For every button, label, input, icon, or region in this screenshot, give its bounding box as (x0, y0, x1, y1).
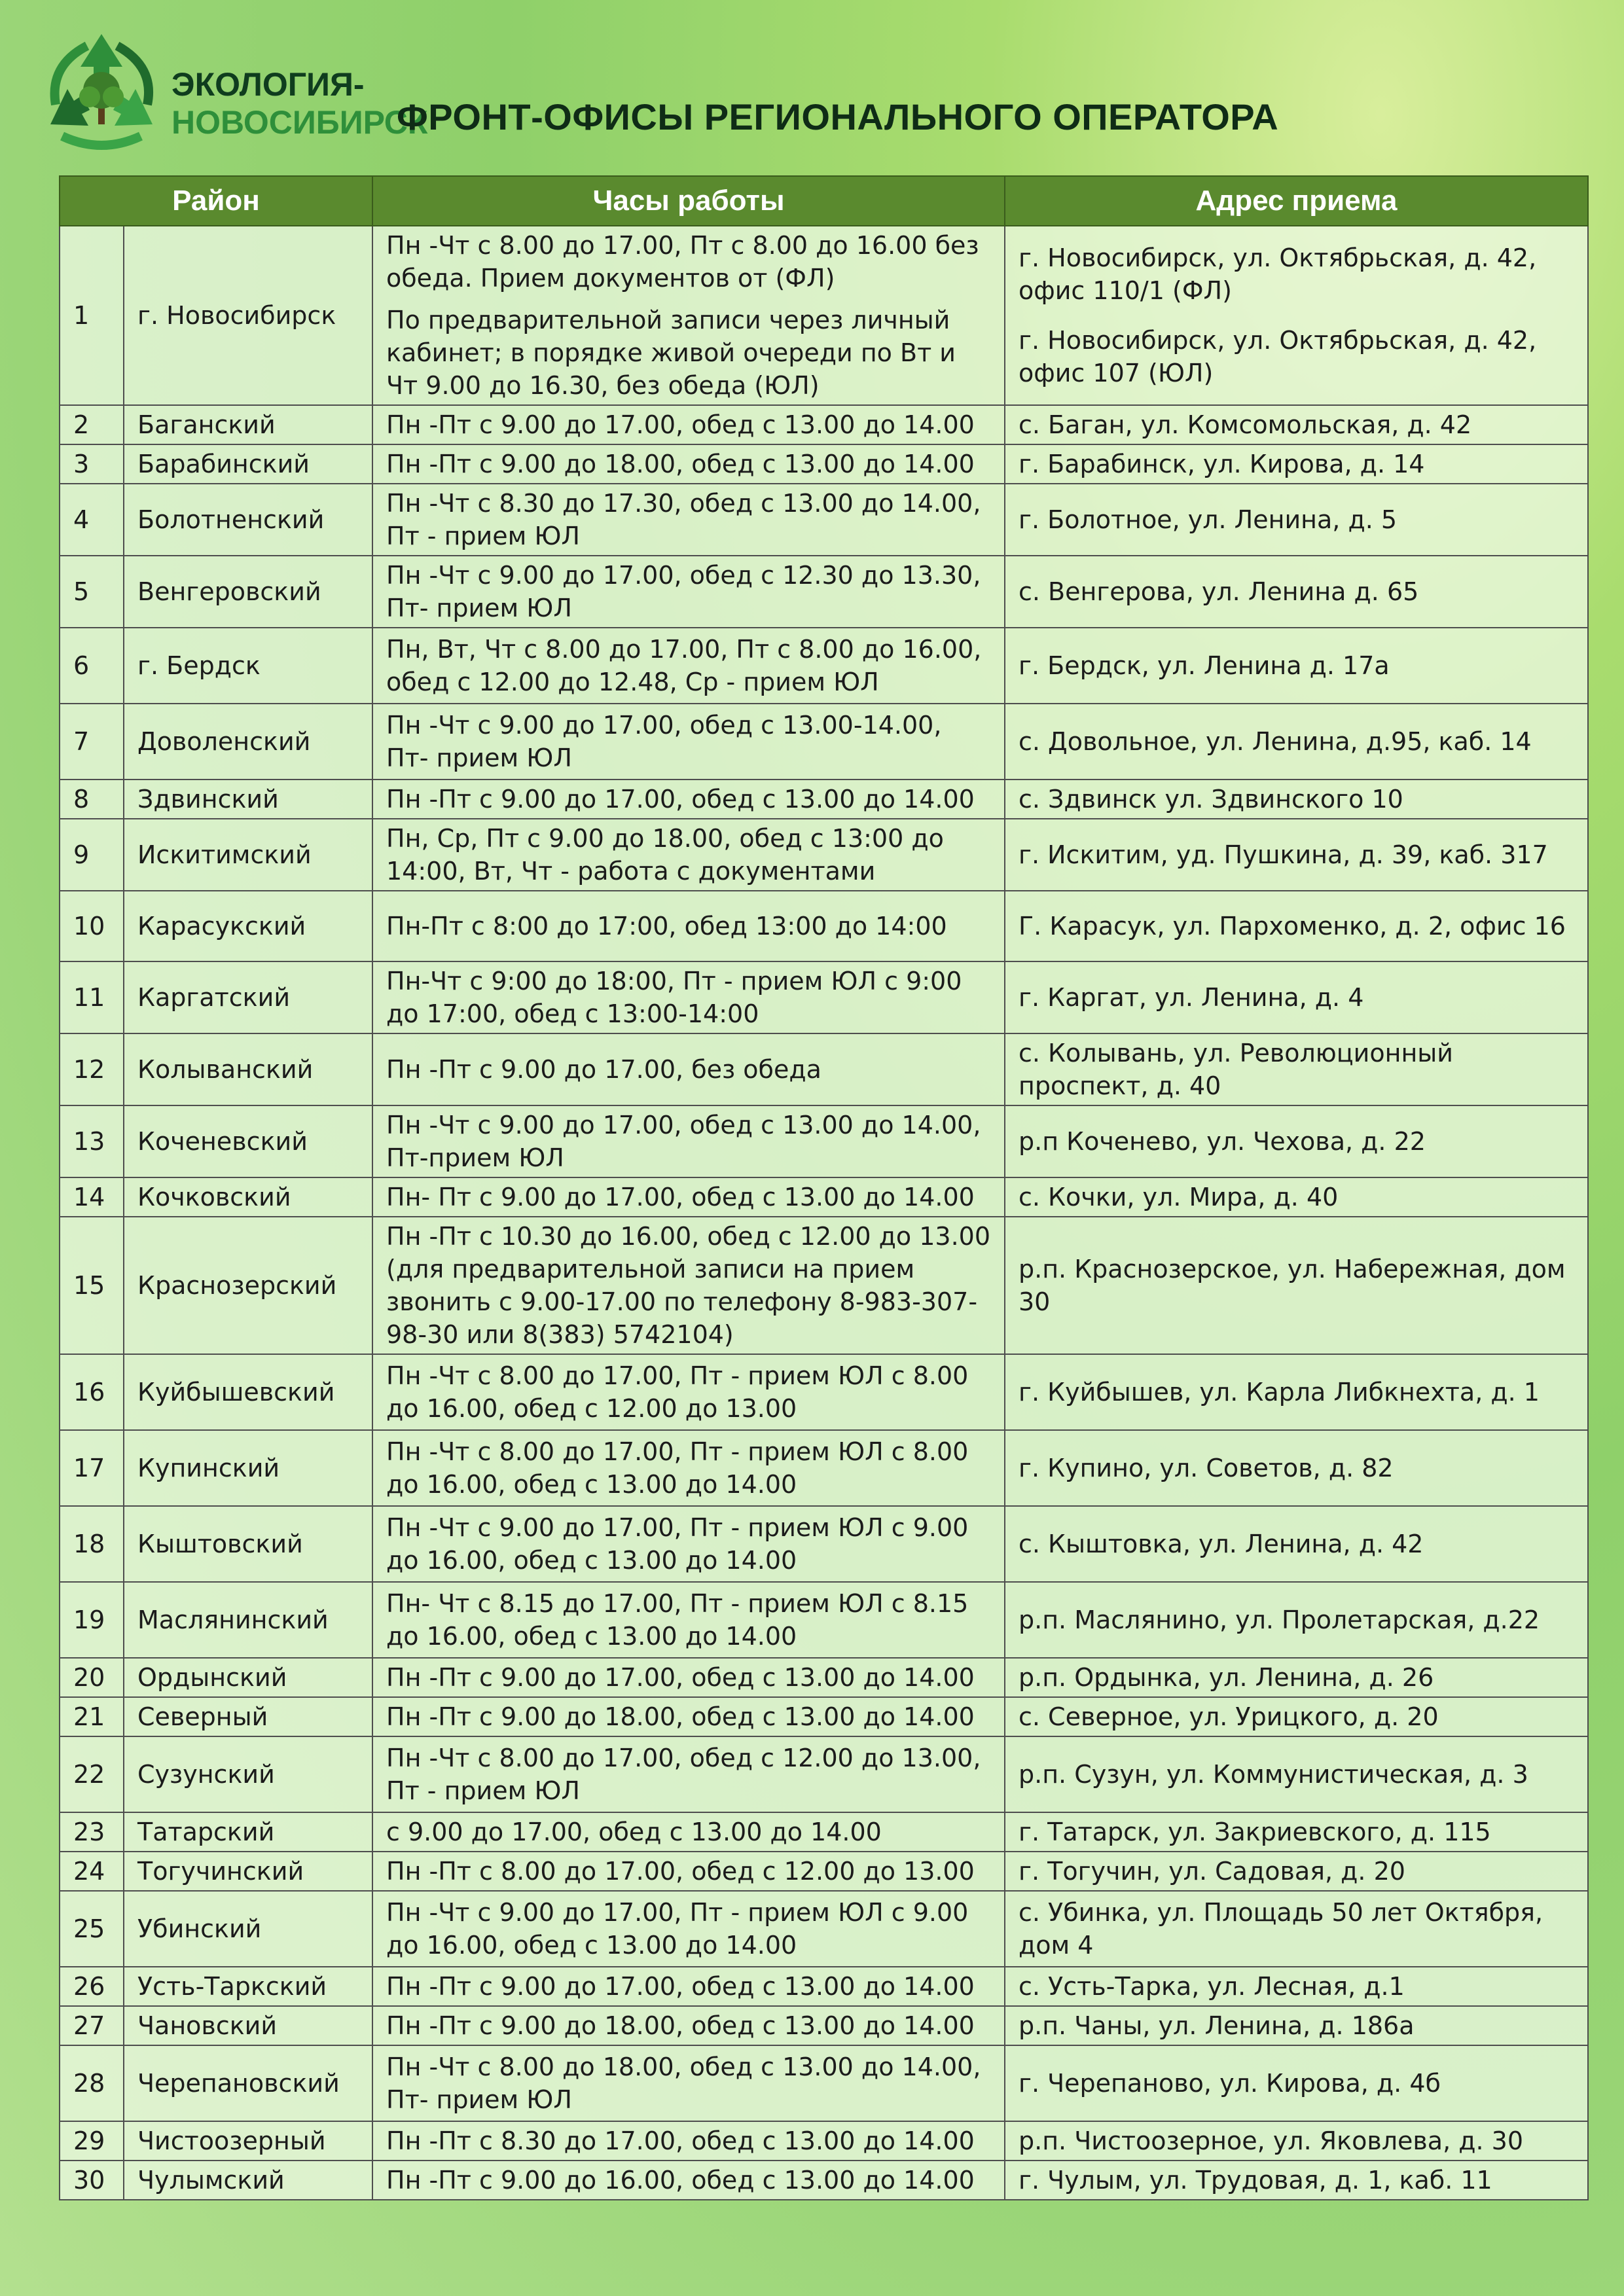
address-cell: г. Чулым, ул. Трудовая, д. 1, каб. 11 (1005, 2161, 1588, 2200)
district-cell: Ордынский (124, 1658, 372, 1697)
row-number: 19 (60, 1582, 124, 1658)
hours-cell: Пн -Чт с 8.00 до 17.00, Пт - прием ЮЛ с 8.00 до 16.00, обед с 13.00 до 14.00 (372, 1430, 1005, 1506)
hours-cell: Пн -Пт с 9.00 до 17.00, обед с 13.00 до 14.00 (372, 1967, 1005, 2006)
table-row (60, 819, 1588, 891)
row-number: 16 (60, 1354, 124, 1430)
row-number: 26 (60, 1967, 124, 2006)
district-cell: Купинский (124, 1430, 372, 1506)
hours-cell: Пн -Пт с 9.00 до 17.00, обед с 13.00 до 14.00 (372, 780, 1005, 819)
hours-cell: Пн- Чт с 8.15 до 17.00, Пт - прием ЮЛ с 8.15 до 16.00, обед с 13.00 до 14.00 (372, 1582, 1005, 1658)
brand-line-2: НОВОСИБИРСК (171, 104, 428, 141)
table-row (60, 484, 1588, 556)
table-row (60, 444, 1588, 484)
row-number: 30 (60, 2161, 124, 2200)
hours-cell: Пн -Чт с 9.00 до 17.00, Пт - прием ЮЛ с 9.00 до 16.00, обед с 13.00 до 14.00 (372, 1506, 1005, 1582)
address-cell: р.п. Чистоозерное, ул. Яковлева, д. 30 (1005, 2121, 1588, 2161)
address-cell: с. Кыштовка, ул. Ленина, д. 42 (1005, 1506, 1588, 1582)
address-cell: с. Убинка, ул. Площадь 50 лет Октября, дом 4 (1005, 1891, 1588, 1967)
address-cell: р.п. Маслянино, ул. Пролетарская, д.22 (1005, 1582, 1588, 1658)
address-cell: р.п. Краснозерское, ул. Набережная, дом 30 (1005, 1217, 1588, 1354)
table-row (60, 1697, 1588, 1736)
table-row (60, 704, 1588, 780)
district-cell: Сузунский (124, 1736, 372, 1812)
address-cell: с. Северное, ул. Урицкого, д. 20 (1005, 1697, 1588, 1736)
hours-cell: Пн -Чт с 9.00 до 17.00, обед с 13.00 до 14.00, Пт-прием ЮЛ (372, 1105, 1005, 1177)
district-cell: Доволенский (124, 704, 372, 780)
hours-cell: Пн- Пт с 9.00 до 17.00, обед с 13.00 до 14.00 (372, 1177, 1005, 1217)
recycle-tree-logo-icon (36, 26, 167, 157)
row-number: 8 (60, 780, 124, 819)
hours-cell: Пн-Пт с 8:00 до 17:00, обед 13:00 до 14:00 (372, 891, 1005, 961)
row-number: 29 (60, 2121, 124, 2161)
row-number: 14 (60, 1177, 124, 1217)
brand-line-1: ЭКОЛОГИЯ- (171, 66, 365, 103)
hours-cell: Пн, Вт, Чт с 8.00 до 17.00, Пт с 8.00 до 16.00, обед с 12.00 до 12.48, Ср - прием ЮЛ (372, 628, 1005, 704)
column-header-address: Адрес приема (1005, 176, 1588, 226)
district-cell: Коченевский (124, 1105, 372, 1177)
row-number: 25 (60, 1891, 124, 1967)
table-row (60, 961, 1588, 1033)
page-title: ФРОНТ-ОФИСЫ РЕГИОНАЛЬНОГО ОПЕРАТОРА (397, 96, 1279, 137)
row-number: 23 (60, 1812, 124, 1852)
district-cell: Чистоозерный (124, 2121, 372, 2161)
district-cell: Краснозерский (124, 1217, 372, 1354)
address-legal-entities: г. Новосибирск, ул. Октябрьская, д. 42, офис 107 (ЮЛ) (1019, 326, 1537, 387)
address-cell: с. Кочки, ул. Мира, д. 40 (1005, 1177, 1588, 1217)
table-row (60, 2006, 1588, 2045)
row-number: 21 (60, 1697, 124, 1736)
district-cell: Болотненский (124, 484, 372, 556)
table-row (60, 780, 1588, 819)
address-cell: с. Колывань, ул. Революционный проспект, д. 40 (1005, 1033, 1588, 1105)
column-header-district: Район (60, 176, 372, 226)
offices-table (59, 175, 1589, 2200)
table-row (60, 628, 1588, 704)
row-number: 4 (60, 484, 124, 556)
hours-cell: Пн -Чт с 8.30 до 17.30, обед с 13.00 до 14.00, Пт - прием ЮЛ (372, 484, 1005, 556)
row-number: 3 (60, 444, 124, 484)
address-cell: г. Тогучин, ул. Садовая, д. 20 (1005, 1852, 1588, 1891)
hours-individuals: Пн -Чт с 8.00 до 17.00, Пт с 8.00 до 16.00 без обеда. Прием документов от (ФЛ) (386, 231, 979, 293)
table-row (60, 1852, 1588, 1891)
hours-cell: с 9.00 до 17.00, обед с 13.00 до 14.00 (372, 1812, 1005, 1852)
hours-cell: Пн -Чт с 8.00 до 17.00, обед с 12.00 до 13.00, Пт - прием ЮЛ (372, 1736, 1005, 1812)
address-cell: г. Купино, ул. Советов, д. 82 (1005, 1430, 1588, 1506)
district-cell: Кыштовский (124, 1506, 372, 1582)
table-row (60, 1658, 1588, 1697)
address-cell: г. Искитим, уд. Пушкина, д. 39, каб. 317 (1005, 819, 1588, 891)
hours-cell: Пн -Пт с 8.30 до 17.00, обед с 13.00 до 14.00 (372, 2121, 1005, 2161)
table-row (60, 1217, 1588, 1354)
table-row (60, 2161, 1588, 2200)
district-cell: г. Новосибирск (124, 226, 372, 405)
hours-cell: Пн -Пт с 9.00 до 17.00, обед с 13.00 до 14.00 (372, 405, 1005, 444)
row-number: 7 (60, 704, 124, 780)
district-cell: Карасукский (124, 891, 372, 961)
address-cell: с. Венгерова, ул. Ленина д. 65 (1005, 556, 1588, 628)
hours-cell: Пн -Чт с 8.00 до 17.00, Пт - прием ЮЛ с 8.00 до 16.00, обед с 12.00 до 13.00 (372, 1354, 1005, 1430)
row-number: 9 (60, 819, 124, 891)
table-header-row (60, 176, 1588, 226)
row-number: 17 (60, 1430, 124, 1506)
row-number: 22 (60, 1736, 124, 1812)
row-number: 13 (60, 1105, 124, 1177)
table-row (60, 405, 1588, 444)
hours-cell: Пн -Чт с 9.00 до 17.00, обед с 12.30 до 13.30, Пт- прием ЮЛ (372, 556, 1005, 628)
district-cell: Татарский (124, 1812, 372, 1852)
address-cell: р.п Коченево, ул. Чехова, д. 22 (1005, 1105, 1588, 1177)
address-cell: р.п. Сузун, ул. Коммунистическая, д. 3 (1005, 1736, 1588, 1812)
district-cell: Барабинский (124, 444, 372, 484)
district-cell: Колыванский (124, 1033, 372, 1105)
hours-cell: Пн -Чт с 9.00 до 17.00, обед с 13.00-14.00, Пт- прием ЮЛ (372, 704, 1005, 780)
hours-cell: Пн, Ср, Пт с 9.00 до 18.00, обед с 13:00 до 14:00, Вт, Чт - работа с документами (372, 819, 1005, 891)
district-cell: Тогучинский (124, 1852, 372, 1891)
district-cell: Куйбышевский (124, 1354, 372, 1430)
address-cell: с. Баган, ул. Комсомольская, д. 42 (1005, 405, 1588, 444)
table-row (60, 1967, 1588, 2006)
hours-cell: Пн -Пт с 9.00 до 17.00, обед с 13.00 до 14.00 (372, 1658, 1005, 1697)
row-number: 20 (60, 1658, 124, 1697)
brand-name (171, 65, 427, 141)
table-row (60, 1812, 1588, 1852)
address-cell (1005, 226, 1588, 405)
district-cell: Здвинский (124, 780, 372, 819)
address-cell: с. Здвинск ул. Здвинского 10 (1005, 780, 1588, 819)
table-row (60, 891, 1588, 961)
row-number: 1 (60, 226, 124, 405)
table-row (60, 556, 1588, 628)
district-cell: Баганский (124, 405, 372, 444)
district-cell: Северный (124, 1697, 372, 1736)
district-cell: Усть-Таркский (124, 1967, 372, 2006)
district-cell: Убинский (124, 1891, 372, 1967)
row-number: 27 (60, 2006, 124, 2045)
hours-cell: Пн -Пт с 9.00 до 18.00, обед с 13.00 до 14.00 (372, 444, 1005, 484)
row-number: 11 (60, 961, 124, 1033)
row-number: 18 (60, 1506, 124, 1582)
table-row (60, 1506, 1588, 1582)
table-row (60, 226, 1588, 405)
address-cell: г. Татарск, ул. Закриевского, д. 115 (1005, 1812, 1588, 1852)
table-row (60, 1582, 1588, 1658)
district-cell: Чулымский (124, 2161, 372, 2200)
address-cell: г. Барабинск, ул. Кирова, д. 14 (1005, 444, 1588, 484)
table-row (60, 1105, 1588, 1177)
address-cell: г. Бердск, ул. Ленина д. 17а (1005, 628, 1588, 704)
address-cell: с. Усть-Тарка, ул. Лесная, д.1 (1005, 1967, 1588, 2006)
hours-cell: Пн -Пт с 8.00 до 17.00, обед с 12.00 до 13.00 (372, 1852, 1005, 1891)
table-row (60, 1891, 1588, 1967)
hours-cell: Пн-Чт с 9:00 до 18:00, Пт - прием ЮЛ с 9:00 до 17:00, обед с 13:00-14:00 (372, 961, 1005, 1033)
hours-cell: Пн -Пт с 10.30 до 16.00, обед с 12.00 до 13.00 (для предварительной записи на прием звонить с 9.00-17.00 по телефону 8-983-307-98-30 или 8(383) 5742104) (372, 1217, 1005, 1354)
address-cell: р.п. Ордынка, ул. Ленина, д. 26 (1005, 1658, 1588, 1697)
row-number: 28 (60, 2045, 124, 2121)
district-cell: Каргатский (124, 961, 372, 1033)
district-cell: Венгеровский (124, 556, 372, 628)
table-row (60, 1736, 1588, 1812)
row-number: 15 (60, 1217, 124, 1354)
address-individuals: г. Новосибирск, ул. Октябрьская, д. 42, офис 110/1 (ФЛ) (1019, 243, 1537, 305)
row-number: 6 (60, 628, 124, 704)
district-cell: Чановский (124, 2006, 372, 2045)
table-row (60, 1354, 1588, 1430)
table-row (60, 1177, 1588, 1217)
district-cell: Маслянинский (124, 1582, 372, 1658)
table-row (60, 2045, 1588, 2121)
row-number: 12 (60, 1033, 124, 1105)
hours-cell: Пн -Пт с 9.00 до 18.00, обед с 13.00 до 14.00 (372, 2006, 1005, 2045)
district-cell: Кочковский (124, 1177, 372, 1217)
hours-cell: Пн -Чт с 9.00 до 17.00, Пт - прием ЮЛ с 9.00 до 16.00, обед с 13.00 до 14.00 (372, 1891, 1005, 1967)
table-row (60, 2121, 1588, 2161)
hours-cell (372, 226, 1005, 405)
row-number: 10 (60, 891, 124, 961)
table-row (60, 1033, 1588, 1105)
address-cell: г. Черепаново, ул. Кирова, д. 4б (1005, 2045, 1588, 2121)
hours-legal-entities: По предварительной записи через личный кабинет; в порядке живой очереди по Вт и Чт 9.00 до 16.30, без обеда (ЮЛ) (386, 306, 956, 400)
hours-cell: Пн -Чт с 8.00 до 18.00, обед с 13.00 до 14.00, Пт- прием ЮЛ (372, 2045, 1005, 2121)
district-cell: Черепановский (124, 2045, 372, 2121)
row-number: 5 (60, 556, 124, 628)
address-cell: г. Куйбышев, ул. Карла Либкнехта, д. 1 (1005, 1354, 1588, 1430)
row-number: 24 (60, 1852, 124, 1891)
column-header-hours: Часы работы (372, 176, 1005, 226)
district-cell: Искитимский (124, 819, 372, 891)
hours-cell: Пн -Пт с 9.00 до 16.00, обед с 13.00 до 14.00 (372, 2161, 1005, 2200)
hours-cell: Пн -Пт с 9.00 до 17.00, без обеда (372, 1033, 1005, 1105)
hours-cell: Пн -Пт с 9.00 до 18.00, обед с 13.00 до 14.00 (372, 1697, 1005, 1736)
district-cell: г. Бердск (124, 628, 372, 704)
address-cell: р.п. Чаны, ул. Ленина, д. 186а (1005, 2006, 1588, 2045)
row-number: 2 (60, 405, 124, 444)
address-cell: г. Каргат, ул. Ленина, д. 4 (1005, 961, 1588, 1033)
table-row (60, 1430, 1588, 1506)
address-cell: Г. Карасук, ул. Пархоменко, д. 2, офис 16 (1005, 891, 1588, 961)
address-cell: г. Болотное, ул. Ленина, д. 5 (1005, 484, 1588, 556)
address-cell: с. Довольное, ул. Ленина, д.95, каб. 14 (1005, 704, 1588, 780)
